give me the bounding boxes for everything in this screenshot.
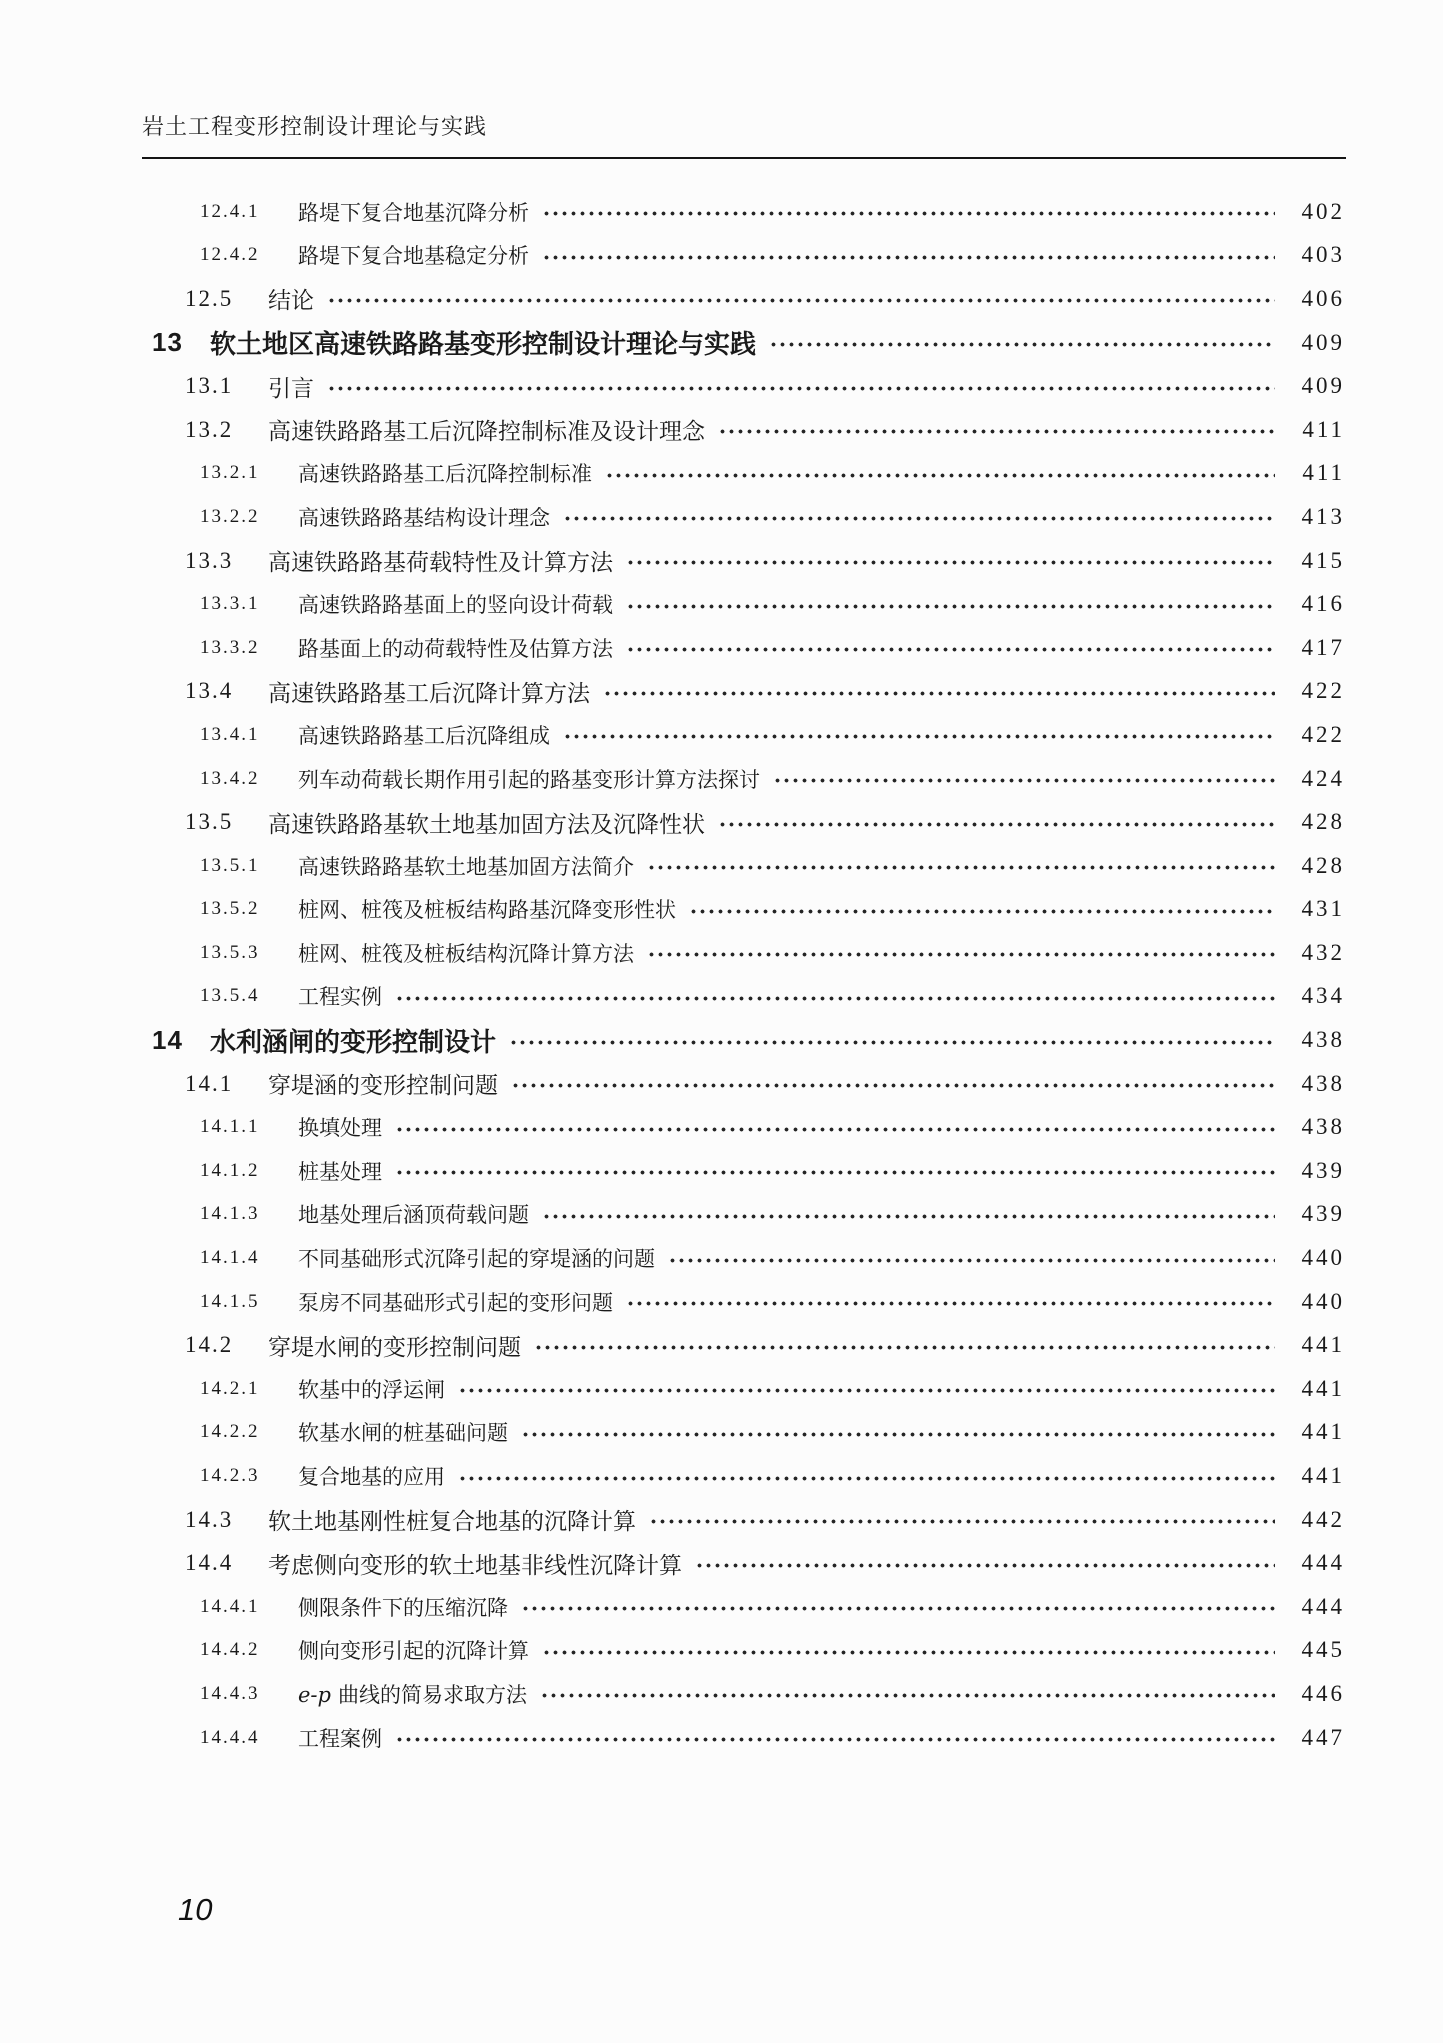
toc-entry-title: 桩网、桩筏及桩板结构路基沉降变形性状 <box>298 898 676 923</box>
toc-entry-number: 12.4.1 <box>200 200 260 222</box>
toc-entry-page: 441 <box>1301 1419 1345 1445</box>
toc-entry <box>0 757 1443 801</box>
toc-entry-title-variable: e-p <box>298 1682 331 1707</box>
toc-entry-title: 软基中的浮运闸 <box>298 1377 445 1402</box>
toc-entry-title: 考虑侧向变形的软土地基非线性沉降计算 <box>268 1552 682 1578</box>
toc-entry <box>0 452 1443 496</box>
toc-entry-title: 软土地区高速铁路路基变形控制设计理论与实践 <box>210 329 757 360</box>
toc-entry-number: 13.2 <box>185 416 234 442</box>
toc-entry-number: 13.3.2 <box>200 636 260 658</box>
dot-leader <box>647 950 1275 960</box>
toc-entry-title: 地基处理后涵顶荷载问题 <box>298 1203 529 1228</box>
dot-leader <box>521 1604 1275 1614</box>
toc-entry-title: 水利涵闸的变形控制设计 <box>210 1026 497 1057</box>
dot-leader <box>327 296 1275 306</box>
toc-entry <box>0 1323 1443 1367</box>
toc-entry-number: 13.5.1 <box>200 854 260 876</box>
toc-entry-page: 411 <box>1302 416 1345 442</box>
toc-entry-number: 13.4.2 <box>200 767 260 789</box>
toc-entry <box>0 277 1443 321</box>
page-number-footer: 10 <box>178 1892 213 1927</box>
toc-entry <box>0 234 1443 278</box>
toc-entry-page: 439 <box>1301 1201 1345 1227</box>
dot-leader <box>542 1647 1275 1657</box>
toc-entry-title: 高速铁路路基软土地基加固方法及沉降性状 <box>268 811 705 837</box>
dot-leader <box>603 688 1275 698</box>
running-head: 岩土工程变形控制设计理论与实践 <box>142 114 488 139</box>
toc-entry-title: 高速铁路路基工后沉降控制标准及设计理念 <box>268 419 705 445</box>
toc-entry-number: 14.1.2 <box>200 1159 260 1181</box>
toc-entry-title: 高速铁路路基工后沉降控制标准 <box>298 462 592 487</box>
toc-entry-title: 高速铁路路基荷载特性及计算方法 <box>268 550 613 576</box>
toc-entry-title: 引言 <box>268 375 314 401</box>
toc-entry <box>0 539 1443 583</box>
toc-entry <box>0 975 1443 1019</box>
toc-entry-page: 439 <box>1301 1157 1345 1183</box>
toc-entry-number: 14.1 <box>185 1070 234 1096</box>
toc-entry-title: 穿堤水闸的变形控制问题 <box>268 1334 521 1360</box>
toc-entry-title: 路堤下复合地基稳定分析 <box>298 244 529 269</box>
toc-entry-title: 不同基础形式沉降引起的穿堤涵的问题 <box>298 1247 655 1272</box>
toc-entry-page: 438 <box>1301 1027 1345 1053</box>
dot-leader <box>718 427 1275 437</box>
dot-leader <box>511 1081 1275 1091</box>
toc-entry <box>0 1629 1443 1673</box>
toc-entry-number: 14.1.1 <box>200 1116 260 1138</box>
toc-entry-page: 444 <box>1301 1593 1345 1619</box>
dot-leader <box>605 470 1275 480</box>
toc-entry-number: 14.4.2 <box>200 1639 260 1661</box>
toc-entry <box>0 1367 1443 1411</box>
toc-entry-number: 14.2.2 <box>200 1421 260 1443</box>
dot-leader <box>395 993 1275 1003</box>
toc-entry <box>0 1541 1443 1585</box>
toc-entry <box>0 1062 1443 1106</box>
toc-entry-page: 402 <box>1301 198 1345 224</box>
dot-leader <box>540 1691 1275 1701</box>
dot-leader <box>649 1517 1275 1527</box>
toc-entry-page: 441 <box>1301 1463 1345 1489</box>
dot-leader <box>718 819 1275 829</box>
toc-entry <box>0 408 1443 452</box>
toc-entry <box>0 1018 1443 1062</box>
toc-entry <box>0 582 1443 626</box>
dot-leader <box>563 514 1275 524</box>
toc-entry-number: 12.4.2 <box>200 244 260 266</box>
toc-entry-page: 428 <box>1301 809 1345 835</box>
dot-leader <box>626 558 1275 568</box>
toc-entry-title: 工程案例 <box>298 1726 382 1751</box>
dot-leader <box>689 906 1275 916</box>
toc-entry-number: 13 <box>152 327 183 358</box>
dot-leader <box>668 1255 1275 1265</box>
toc-entry-page: 424 <box>1301 765 1345 791</box>
dot-leader <box>395 1735 1275 1745</box>
toc-entry <box>0 1411 1443 1455</box>
toc-entry-title: 复合地基的应用 <box>298 1465 445 1490</box>
toc-entry-page: 415 <box>1301 547 1345 573</box>
toc-entry-number: 14 <box>152 1024 183 1055</box>
toc-entry <box>0 931 1443 975</box>
dot-leader <box>458 1386 1275 1396</box>
toc-entry-title: 换填处理 <box>298 1116 382 1141</box>
dot-leader <box>534 1342 1275 1352</box>
toc-entry-number: 13.5 <box>185 809 234 835</box>
toc-entry-title: 工程实例 <box>298 985 382 1010</box>
dot-leader <box>769 340 1275 350</box>
dot-leader <box>563 732 1275 742</box>
toc-entry <box>0 1236 1443 1280</box>
toc-entry <box>0 888 1443 932</box>
toc-entry-page: 431 <box>1301 896 1345 922</box>
dot-leader <box>458 1473 1275 1483</box>
toc-entry-page: 438 <box>1301 1114 1345 1140</box>
dot-leader <box>626 645 1275 655</box>
dot-leader <box>521 1429 1275 1439</box>
toc-entry <box>0 800 1443 844</box>
toc-entry-number: 14.4 <box>185 1550 234 1576</box>
toc-entry-number: 14.1.4 <box>200 1247 260 1269</box>
toc-entry-title: 桩基处理 <box>298 1159 382 1184</box>
dot-leader <box>773 776 1275 786</box>
dot-leader <box>395 1124 1275 1134</box>
toc-entry-number: 14.2 <box>185 1332 234 1358</box>
toc-entry <box>0 1716 1443 1760</box>
dot-leader <box>395 1168 1275 1178</box>
toc-entry-page: 446 <box>1301 1680 1345 1706</box>
toc-entry-title: 桩网、桩筏及桩板结构沉降计算方法 <box>298 941 634 966</box>
toc-entry-title: 高速铁路路基结构设计理念 <box>298 505 550 530</box>
dot-leader <box>626 601 1275 611</box>
dot-leader <box>509 1037 1275 1047</box>
toc-entry-page: 417 <box>1301 634 1345 660</box>
dot-leader <box>542 209 1275 219</box>
toc-entry-title: 软基水闸的桩基础问题 <box>298 1421 508 1446</box>
toc-entry-page: 432 <box>1301 939 1345 965</box>
toc-entry-number: 14.4.3 <box>200 1682 260 1704</box>
toc-entry <box>0 670 1443 714</box>
toc-entry-title: 泵房不同基础形式引起的变形问题 <box>298 1290 613 1315</box>
toc-entry <box>0 844 1443 888</box>
toc-entry-number: 14.4.1 <box>200 1595 260 1617</box>
dot-leader <box>626 1299 1275 1309</box>
toc-entry-number: 14.4.4 <box>200 1726 260 1748</box>
toc-entry <box>0 1193 1443 1237</box>
toc-entry <box>0 1105 1443 1149</box>
toc-entry <box>0 626 1443 670</box>
dot-leader <box>542 1211 1275 1221</box>
toc-entry-number: 14.1.5 <box>200 1290 260 1312</box>
toc-entry-number: 12.5 <box>185 285 234 311</box>
toc-entry <box>0 364 1443 408</box>
toc-entry-number: 13.4 <box>185 678 234 704</box>
toc-entry-page: 403 <box>1301 242 1345 268</box>
toc-entry <box>0 321 1443 365</box>
toc-entry-title: 路基面上的动荷载特性及估算方法 <box>298 636 613 661</box>
toc-entry-page: 406 <box>1301 285 1345 311</box>
toc-entry-page: 409 <box>1301 329 1345 355</box>
toc-entry-page: 416 <box>1301 591 1345 617</box>
dot-leader <box>327 383 1275 393</box>
dot-leader <box>647 863 1275 873</box>
toc-entry <box>0 1498 1443 1542</box>
toc-entry-page: 434 <box>1301 983 1345 1009</box>
toc-entry-title: 穿堤涵的变形控制问题 <box>268 1073 498 1099</box>
toc-entry-number: 14.3 <box>185 1506 234 1532</box>
toc-entry-title: 结论 <box>268 288 314 314</box>
toc-entry-page: 447 <box>1301 1724 1345 1750</box>
toc-entry-title: 列车动荷载长期作用引起的路基变形计算方法探讨 <box>298 767 760 792</box>
toc-entry <box>0 713 1443 757</box>
toc-entry-title-text: 曲线的简易求取方法 <box>337 1682 527 1707</box>
dot-leader <box>542 252 1275 262</box>
toc-entry <box>0 1280 1443 1324</box>
toc-entry-page: 428 <box>1301 852 1345 878</box>
toc-entry-title: 侧向变形引起的沉降计算 <box>298 1639 529 1664</box>
toc-entry-number: 13.3.1 <box>200 593 260 615</box>
toc-entry-number: 13.5.2 <box>200 898 260 920</box>
toc-entry <box>0 1672 1443 1716</box>
toc-entry-page: 411 <box>1302 460 1345 486</box>
toc-list <box>0 190 1443 1759</box>
toc-entry <box>0 1149 1443 1193</box>
toc-entry-title: 高速铁路路基软土地基加固方法简介 <box>298 854 634 879</box>
toc-entry-title: 软土地基刚性桩复合地基的沉降计算 <box>268 1509 636 1535</box>
toc-entry-page: 409 <box>1301 373 1345 399</box>
header-rule <box>142 157 1346 159</box>
toc-entry <box>0 1585 1443 1629</box>
toc-entry-page: 440 <box>1301 1245 1345 1271</box>
dot-leader <box>695 1560 1275 1570</box>
toc-entry-page: 438 <box>1301 1070 1345 1096</box>
toc-entry-number: 13.5.3 <box>200 941 260 963</box>
toc-entry-page: 442 <box>1301 1506 1345 1532</box>
toc-entry-title: 高速铁路路基工后沉降组成 <box>298 723 550 748</box>
toc-entry-page: 422 <box>1301 721 1345 747</box>
toc-entry-page: 422 <box>1301 678 1345 704</box>
toc-entry-title: 路堤下复合地基沉降分析 <box>298 200 529 225</box>
toc-entry <box>0 495 1443 539</box>
toc-entry-title: 高速铁路路基工后沉降计算方法 <box>268 680 590 706</box>
toc-entry-title <box>298 1679 527 1709</box>
toc-entry-number: 14.1.3 <box>200 1203 260 1225</box>
toc-entry-page: 440 <box>1301 1288 1345 1314</box>
toc-entry-number: 13.5.4 <box>200 985 260 1007</box>
toc-entry-page: 441 <box>1301 1375 1345 1401</box>
toc-entry <box>0 190 1443 234</box>
toc-entry-number: 13.2.1 <box>200 462 260 484</box>
toc-entry-number: 13.1 <box>185 373 234 399</box>
toc-entry-page: 413 <box>1301 503 1345 529</box>
toc-entry <box>0 1454 1443 1498</box>
toc-entry-title: 侧限条件下的压缩沉降 <box>298 1595 508 1620</box>
toc-entry-number: 13.4.1 <box>200 723 260 745</box>
toc-entry-number: 13.3 <box>185 547 234 573</box>
toc-entry-page: 441 <box>1301 1332 1345 1358</box>
toc-entry-number: 13.2.2 <box>200 505 260 527</box>
toc-entry-number: 14.2.1 <box>200 1377 260 1399</box>
toc-entry-number: 14.2.3 <box>200 1465 260 1487</box>
toc-entry-title: 高速铁路路基面上的竖向设计荷载 <box>298 593 613 618</box>
toc-entry-page: 445 <box>1301 1637 1345 1663</box>
toc-entry-page: 444 <box>1301 1550 1345 1576</box>
